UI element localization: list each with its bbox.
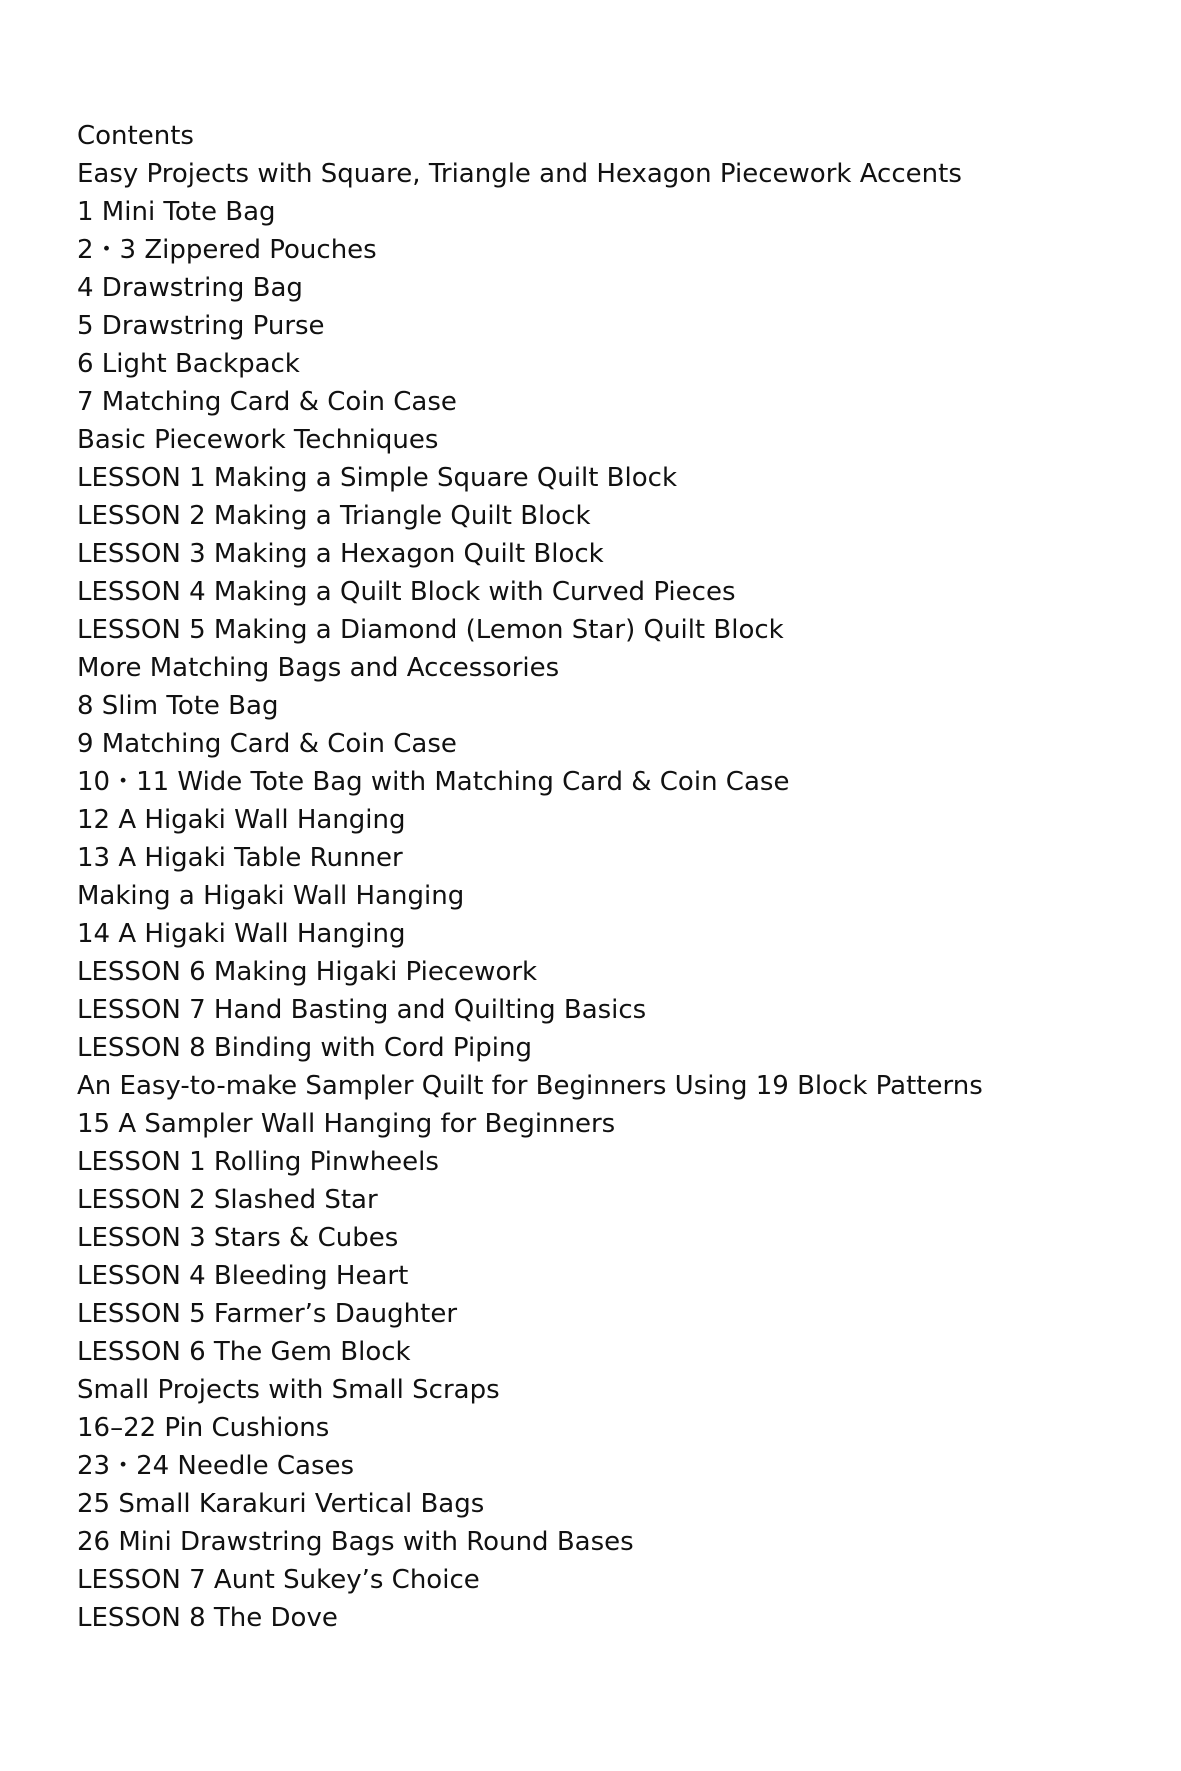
toc-entry: LESSON 7 Hand Basting and Quilting Basics xyxy=(77,995,647,1025)
toc-entry: 10・11 Wide Tote Bag with Matching Card & Coin Case xyxy=(77,767,790,797)
toc-entry: 23・24 Needle Cases xyxy=(77,1451,355,1481)
toc-entry: 1 Mini Tote Bag xyxy=(77,197,276,227)
toc-entry: 15 A Sampler Wall Hanging for Beginners xyxy=(77,1109,616,1139)
toc-entry: 8 Slim Tote Bag xyxy=(77,691,279,721)
toc-entry: LESSON 6 The Gem Block xyxy=(77,1337,411,1367)
toc-entry: LESSON 1 Making a Simple Square Quilt Block xyxy=(77,463,678,493)
toc-entry: 25 Small Karakuri Vertical Bags xyxy=(77,1489,485,1519)
toc-entry: LESSON 3 Making a Hexagon Quilt Block xyxy=(77,539,604,569)
toc-entry: LESSON 5 Making a Diamond (Lemon Star) Quilt Block xyxy=(77,615,784,645)
toc-entry: Small Projects with Small Scraps xyxy=(77,1375,500,1405)
table-of-contents xyxy=(77,117,983,1637)
toc-entry: Easy Projects with Square, Triangle and Hexagon Piecework Accents xyxy=(77,159,962,189)
toc-entry: 16–22 Pin Cushions xyxy=(77,1413,330,1443)
toc-entry: Making a Higaki Wall Hanging xyxy=(77,881,465,911)
toc-entry: 6 Light Backpack xyxy=(77,349,300,379)
toc-entry: An Easy-to-make Sampler Quilt for Beginners Using 19 Block Patterns xyxy=(77,1071,983,1101)
toc-entry: 12 A Higaki Wall Hanging xyxy=(77,805,406,835)
toc-entry: 7 Matching Card & Coin Case xyxy=(77,387,457,417)
toc-entry: LESSON 6 Making Higaki Piecework xyxy=(77,957,538,987)
toc-entry: LESSON 8 The Dove xyxy=(77,1603,338,1633)
toc-entry: 14 A Higaki Wall Hanging xyxy=(77,919,406,949)
toc-entry: LESSON 3 Stars & Cubes xyxy=(77,1223,399,1253)
toc-entry: LESSON 5 Farmer’s Daughter xyxy=(77,1299,458,1329)
toc-entry: LESSON 2 Slashed Star xyxy=(77,1185,378,1215)
toc-entry: LESSON 1 Rolling Pinwheels xyxy=(77,1147,439,1177)
toc-entry: 13 A Higaki Table Runner xyxy=(77,843,403,873)
toc-entry: 9 Matching Card & Coin Case xyxy=(77,729,457,759)
toc-entry: 26 Mini Drawstring Bags with Round Bases xyxy=(77,1527,634,1557)
toc-entry: 5 Drawstring Purse xyxy=(77,311,325,341)
toc-entry: LESSON 4 Making a Quilt Block with Curved Pieces xyxy=(77,577,736,607)
toc-entry: LESSON 7 Aunt Sukey’s Choice xyxy=(77,1565,480,1595)
contents-title: Contents xyxy=(77,121,194,151)
toc-entry: Basic Piecework Techniques xyxy=(77,425,439,455)
toc-entry: 2・3 Zippered Pouches xyxy=(77,235,377,265)
toc-entry: LESSON 2 Making a Triangle Quilt Block xyxy=(77,501,591,531)
toc-entry: 4 Drawstring Bag xyxy=(77,273,303,303)
toc-entry: More Matching Bags and Accessories xyxy=(77,653,560,683)
toc-entry: LESSON 4 Bleeding Heart xyxy=(77,1261,409,1291)
toc-entry: LESSON 8 Binding with Cord Piping xyxy=(77,1033,532,1063)
